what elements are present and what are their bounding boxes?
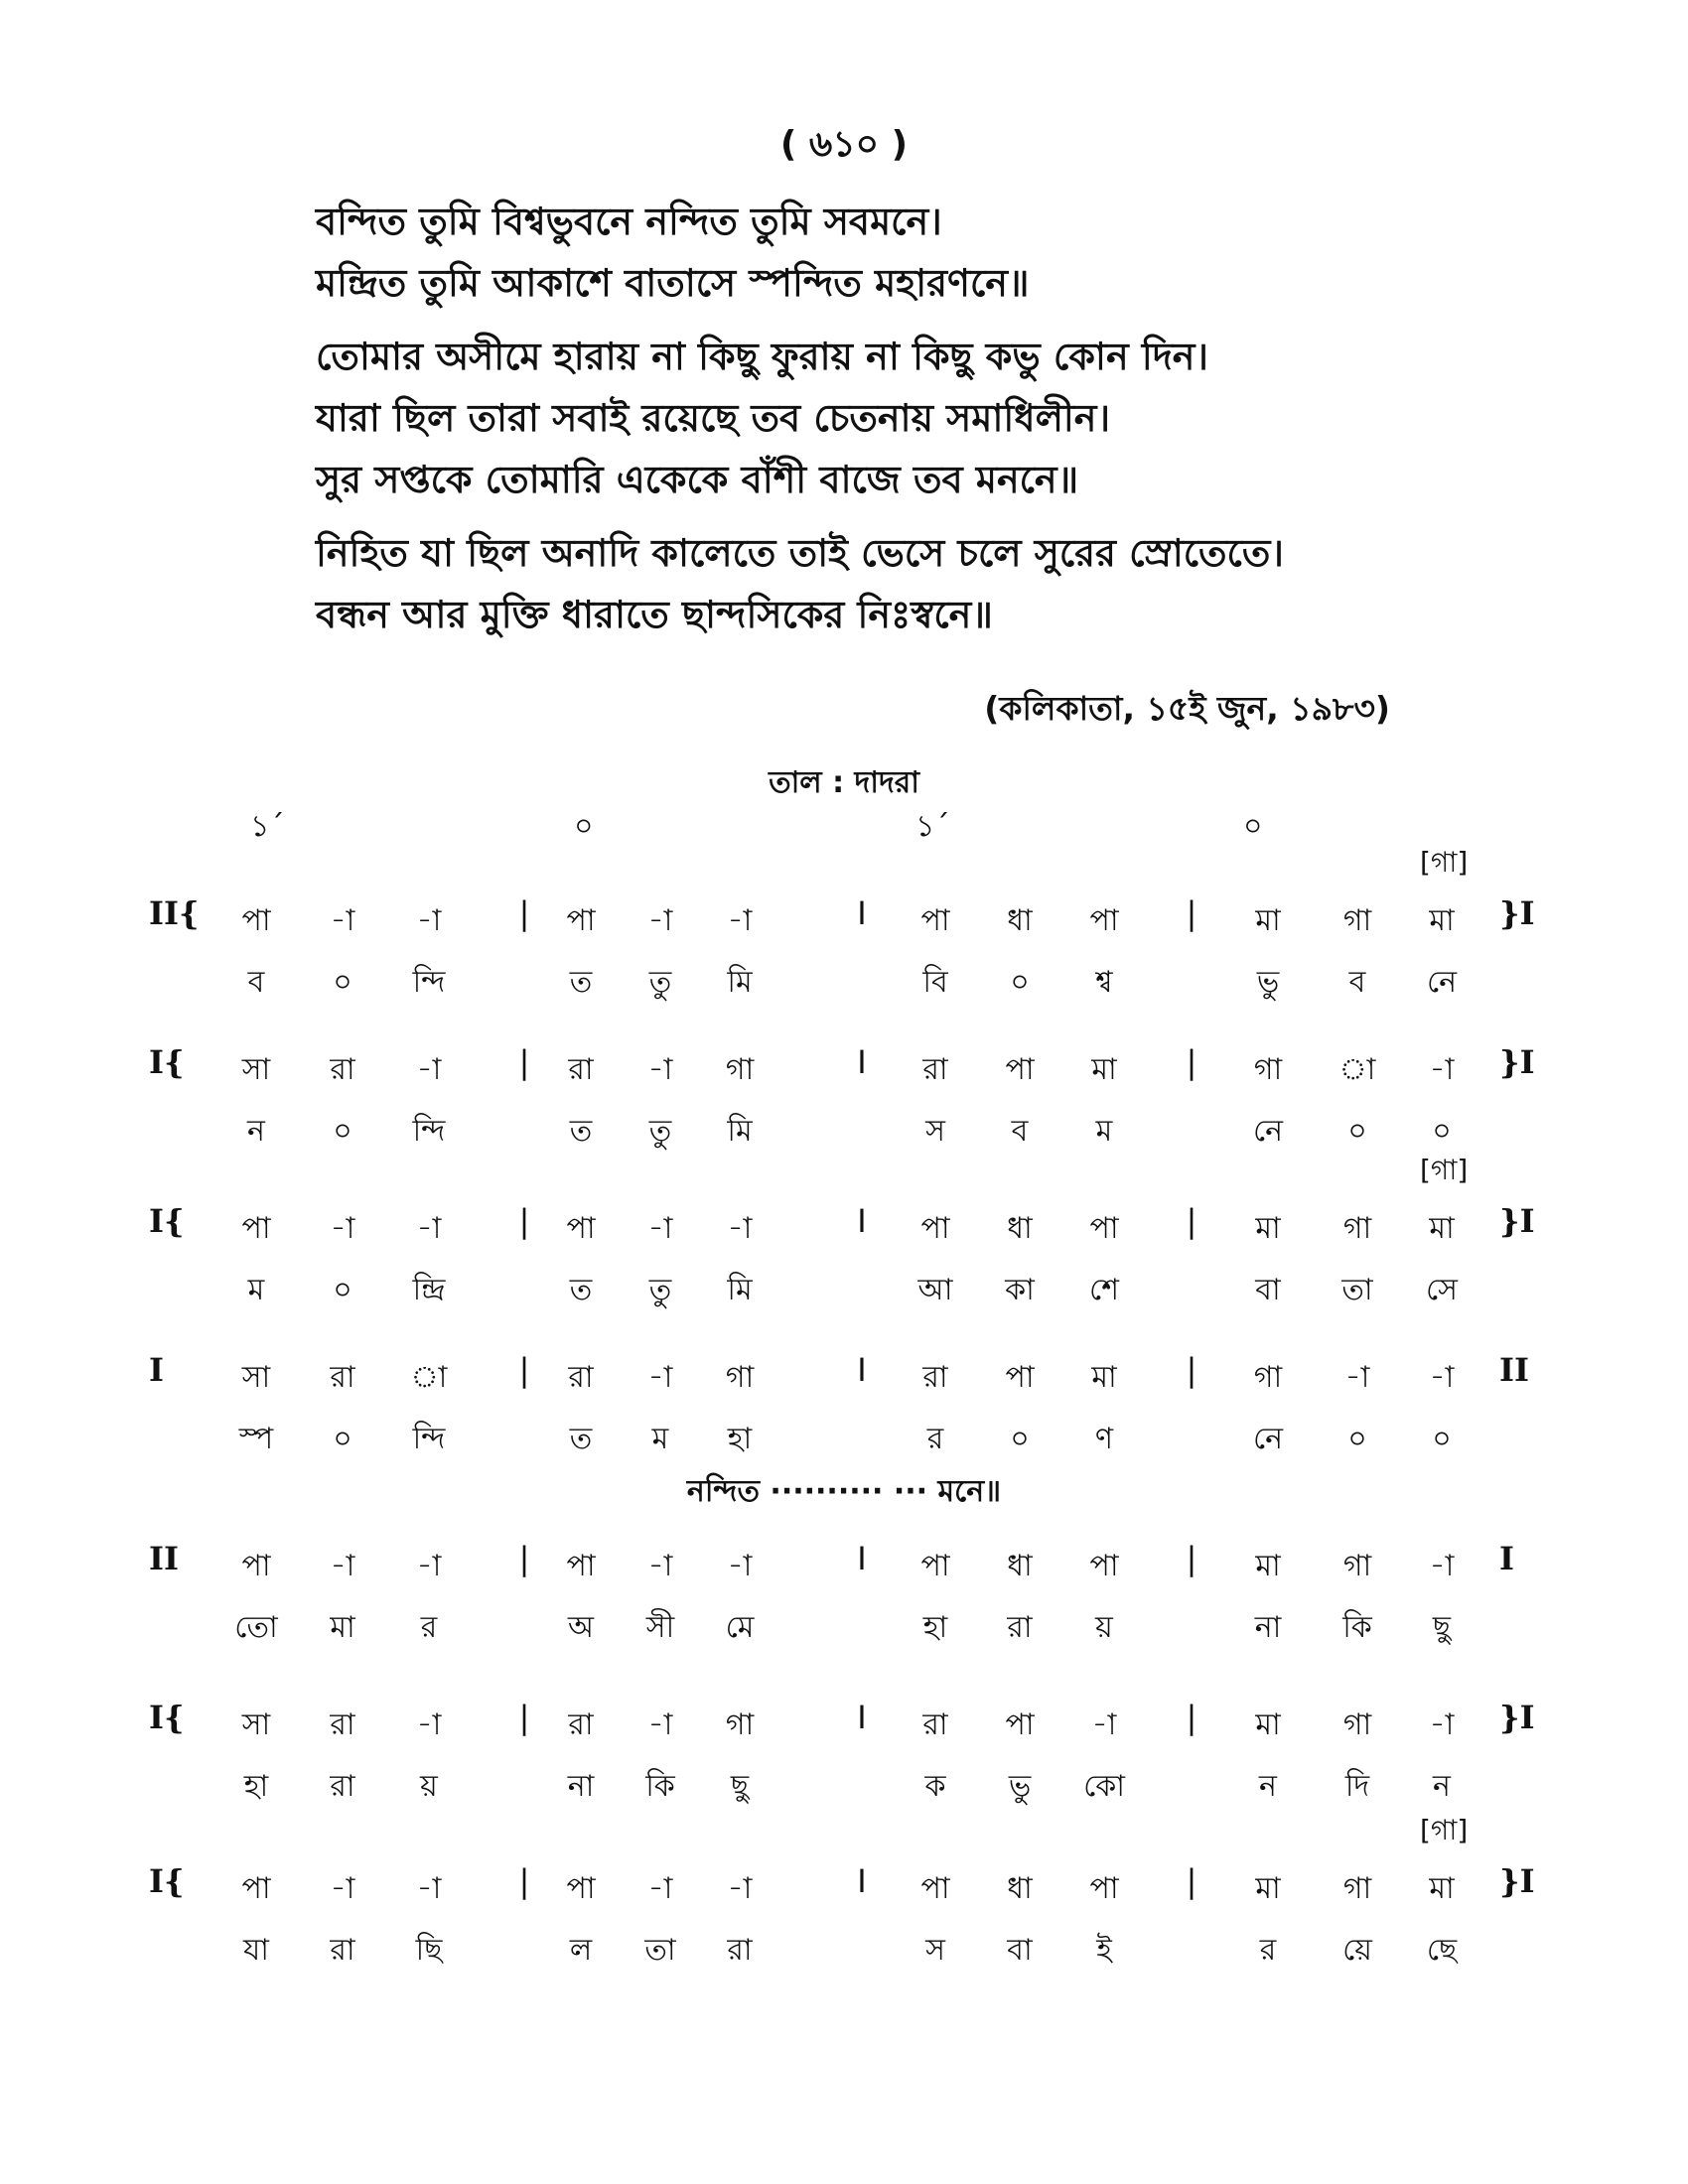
row-close-marker: }I: [1499, 1862, 1535, 1900]
bar-line: |: [518, 894, 530, 932]
lyric-syllable: ছু: [730, 1769, 750, 1804]
lyric-row: [0, 950, 1688, 1000]
bar-line: I: [857, 1043, 867, 1081]
swara-note: গা: [1342, 1549, 1372, 1583]
tala-heading: তাল : দাদরা: [769, 765, 919, 800]
lyric-syllable: ন্দ্রি: [412, 1273, 446, 1307]
lyric-syllable: তো: [234, 1610, 278, 1645]
swara-note: া: [410, 1360, 448, 1395]
lyric-syllable: ক: [924, 1769, 946, 1804]
swara-note: মা: [1255, 1707, 1281, 1742]
lyric-syllable: ই: [1096, 1933, 1112, 1968]
bar-line: |: [1186, 1043, 1197, 1081]
lyric-syllable: ণ: [1094, 1422, 1114, 1456]
row-open-marker: I{: [149, 1202, 185, 1240]
lyric-syllable: ০: [1432, 1422, 1452, 1456]
lyric-syllable: ভু: [1256, 965, 1280, 1000]
row-open-marker: II: [149, 1540, 179, 1577]
row-close-marker: }I: [1499, 894, 1535, 932]
swara-note: -া: [647, 1052, 673, 1087]
lyric-syllable: য়ে: [1342, 1933, 1372, 1968]
swara-row: [0, 1196, 1688, 1246]
beat-marker: ০: [1243, 809, 1263, 844]
swara-note: মা: [1255, 1549, 1281, 1583]
poem-stanza-2: [316, 326, 1208, 510]
gaa-annotation: [গা]: [1420, 846, 1469, 879]
lyric-syllable: আ: [917, 1273, 953, 1307]
swara-note: মা: [1255, 1871, 1281, 1906]
swara-note: -া: [330, 903, 355, 938]
swara-note: মা: [1429, 1211, 1455, 1246]
lyric-syllable: ০: [1432, 1114, 1452, 1149]
beat-marker: ১´: [915, 809, 950, 844]
swara-note: মা: [1255, 1211, 1281, 1246]
lyric-syllable: য়: [420, 1769, 438, 1804]
bar-line: |: [518, 1862, 530, 1900]
lyric-syllable: ব: [1348, 965, 1366, 1000]
swara-row: [0, 1345, 1688, 1395]
lyric-syllable: ল: [569, 1933, 593, 1968]
swara-note: রা: [568, 1360, 594, 1395]
swara-row: [0, 1693, 1688, 1742]
swara-note: গা: [1342, 1707, 1372, 1742]
lyric-syllable: তা: [644, 1933, 676, 1968]
swara-note: -া: [647, 1360, 673, 1395]
lyric-syllable: ব: [1011, 1114, 1029, 1149]
swara-note: া: [1338, 1052, 1376, 1087]
swara-note: পা: [566, 1211, 596, 1246]
poem-line: যারা ছিল তারা সবাই রয়েছে তব চেতনায় সমাধিলীন।: [316, 396, 1111, 440]
swara-note: -া: [416, 1211, 442, 1246]
swara-note: -া: [647, 1871, 673, 1906]
swara-note: -া: [647, 1707, 673, 1742]
poem-line: বন্দিত তুমি বিশ্বভুবনে নন্দিত তুমি সবমনে।: [316, 200, 942, 243]
lyric-syllable: ভু: [1008, 1769, 1032, 1804]
lyric-syllable: তা: [1341, 1273, 1373, 1307]
lyric-syllable: ন্দি: [412, 965, 446, 1000]
row-close-marker: }I: [1499, 1699, 1535, 1736]
swara-note: -া: [647, 1549, 673, 1583]
poem-line: মন্দ্রিত তুমি আকাশে বাতাসে স্পন্দিত মহারণনে॥: [316, 261, 1030, 305]
lyric-syllable: ত: [569, 1114, 593, 1149]
swara-note: রা: [330, 1052, 355, 1087]
lyric-syllable: স: [925, 1933, 945, 1968]
bar-line: |: [1186, 1202, 1197, 1240]
row-open-marker: I{: [149, 1862, 185, 1900]
swara-note: পা: [920, 903, 950, 938]
lyric-syllable: বি: [922, 965, 948, 1000]
lyric-syllable: ছে: [1426, 1933, 1458, 1968]
lyric-syllable: র: [926, 1422, 944, 1456]
beat-marker: ০: [574, 809, 594, 844]
lyric-syllable: ন: [1259, 1769, 1277, 1804]
swara-note: -া: [416, 1549, 442, 1583]
lyric-syllable: ০: [333, 1273, 352, 1307]
swara-row: [0, 1856, 1688, 1906]
lyric-syllable: বা: [1255, 1273, 1281, 1307]
swara-note: মা: [1091, 1360, 1117, 1395]
swara-note: পা: [920, 1871, 950, 1906]
bar-line: I: [857, 1351, 867, 1389]
poem-stanza-3: [316, 522, 1284, 645]
bar-line: I: [857, 1862, 867, 1900]
bar-line: I: [857, 1540, 867, 1577]
swara-note: রা: [568, 1707, 594, 1742]
swara-note: -া: [1429, 1549, 1455, 1583]
swara-note: পা: [1089, 1211, 1119, 1246]
swara-note: পা: [241, 1549, 271, 1583]
swara-note: মা: [1255, 903, 1281, 938]
lyric-syllable: কো: [1083, 1769, 1125, 1804]
swara-note: মা: [1429, 903, 1455, 938]
lyric-syllable: মা: [330, 1610, 355, 1645]
swara-note: পা: [1089, 1549, 1119, 1583]
swara-note: ধা: [1007, 1549, 1033, 1583]
swara-note: -া: [647, 1211, 673, 1246]
swara-note: -া: [1344, 1360, 1370, 1395]
swara-note: পা: [1089, 1871, 1119, 1906]
lyric-syllable: কি: [1342, 1610, 1372, 1645]
bar-line: I: [857, 1202, 867, 1240]
swara-note: -া: [416, 903, 442, 938]
place-date: (কলিকাতা, ১৫ই জুন, ১৯৮৩): [984, 689, 1390, 728]
swara-note: -া: [727, 903, 753, 938]
lyric-syllable: সী: [645, 1610, 675, 1645]
lyric-syllable: ০: [1010, 965, 1030, 1000]
lyric-syllable: না: [567, 1769, 595, 1804]
lyric-syllable: ন্দি: [412, 1422, 446, 1456]
swara-note: -া: [727, 1871, 753, 1906]
bar-line: |: [518, 1699, 530, 1736]
bar-line: |: [518, 1202, 530, 1240]
bar-line: |: [518, 1043, 530, 1081]
bar-line: |: [518, 1540, 530, 1577]
swara-note: -া: [330, 1549, 355, 1583]
lyric-syllable: ০: [1347, 1114, 1367, 1149]
gaa-annotation: [গা]: [1420, 1814, 1469, 1846]
poem-line: নিহিত যা ছিল অনাদি কালেতে তাই ভেসে চলে সুরের স্রোতেতে।: [316, 531, 1284, 575]
lyric-syllable: শে: [1089, 1273, 1119, 1307]
lyric-syllable: স্প: [238, 1422, 274, 1456]
swara-note: রা: [330, 1360, 355, 1395]
lyric-syllable: স: [925, 1114, 945, 1149]
lyric-syllable: ০: [333, 1114, 352, 1149]
lyric-syllable: ম: [247, 1273, 265, 1307]
swara-note: -া: [727, 1211, 753, 1246]
lyric-row: [0, 1754, 1688, 1804]
row-open-marker: I{: [149, 1699, 185, 1736]
swara-note: রা: [330, 1707, 355, 1742]
swara-note: ধা: [1007, 903, 1033, 938]
swara-note: ধা: [1007, 1211, 1033, 1246]
swara-note: পা: [566, 903, 596, 938]
lyric-syllable: হা: [922, 1610, 948, 1645]
lyric-syllable: ব: [247, 965, 265, 1000]
lyric-row: [0, 1595, 1688, 1645]
swara-note: -া: [416, 1871, 442, 1906]
swara-note: -া: [416, 1052, 442, 1087]
lyric-syllable: মি: [727, 965, 753, 1000]
swara-note: -া: [1429, 1052, 1455, 1087]
swara-note: -া: [330, 1871, 355, 1906]
refrain-line: নন্দিত ·········· ··· মনে॥: [686, 1474, 1002, 1509]
swara-note: পা: [920, 1549, 950, 1583]
poem-line: বন্ধন আর মুক্তি ধারাতে ছান্দসিকের নিঃস্বনে॥: [316, 593, 993, 636]
lyric-syllable: ন্দি: [412, 1114, 446, 1149]
lyric-syllable: কা: [1005, 1273, 1035, 1307]
bar-line: |: [1186, 1699, 1197, 1736]
page-number: ( ৬১০ ): [779, 124, 909, 165]
lyric-syllable: তু: [648, 1114, 672, 1149]
poem-line: সুর সপ্তকে তোমারি একেকে বাঁশী বাজে তব মননে॥: [316, 458, 1079, 501]
row-close-marker: }I: [1499, 1043, 1535, 1081]
swara-note: গা: [725, 1707, 755, 1742]
swara-note: সা: [241, 1707, 271, 1742]
lyric-syllable: রা: [330, 1769, 355, 1804]
swara-note: পা: [1005, 1052, 1035, 1087]
lyric-syllable: কি: [645, 1769, 675, 1804]
lyric-syllable: র: [420, 1610, 438, 1645]
row-close-marker: I: [1499, 1540, 1514, 1577]
lyric-syllable: বা: [1007, 1933, 1033, 1968]
swara-note: রা: [568, 1052, 594, 1087]
bar-line: |: [1186, 1540, 1197, 1577]
row-open-marker: II{: [149, 894, 200, 932]
swara-note: সা: [241, 1052, 271, 1087]
swara-row: [0, 1534, 1688, 1583]
poem-line: তোমার অসীমে হারায় না কিছু ফুরায় না কিছু কভু কোন দিন।: [316, 335, 1208, 378]
lyric-row: [0, 1258, 1688, 1307]
lyric-syllable: ছু: [1432, 1610, 1452, 1645]
lyric-syllable: ০: [1347, 1422, 1367, 1456]
lyric-syllable: রা: [727, 1933, 753, 1968]
lyric-syllable: ন: [247, 1114, 265, 1149]
lyric-row: [0, 1099, 1688, 1149]
lyric-syllable: ন: [1433, 1769, 1451, 1804]
swara-note: সা: [241, 1360, 271, 1395]
lyric-row: [0, 1407, 1688, 1456]
lyric-syllable: ০: [333, 1422, 352, 1456]
lyric-syllable: ত: [569, 1422, 593, 1456]
poem-stanza-1: [316, 191, 1029, 314]
swara-note: পা: [241, 903, 271, 938]
lyric-syllable: ম: [651, 1422, 669, 1456]
lyric-syllable: হা: [243, 1769, 269, 1804]
swara-note: পা: [1005, 1707, 1035, 1742]
lyric-syllable: অ: [568, 1610, 594, 1645]
swara-note: পা: [241, 1211, 271, 1246]
lyric-syllable: মি: [727, 1273, 753, 1307]
row-close-marker: }I: [1499, 1202, 1535, 1240]
bar-line: I: [857, 1699, 867, 1736]
swara-note: গা: [1342, 1871, 1372, 1906]
swara-note: গা: [725, 1360, 755, 1395]
lyric-syllable: সে: [1426, 1273, 1458, 1307]
swara-note: -া: [416, 1707, 442, 1742]
lyric-syllable: ম: [1095, 1114, 1113, 1149]
lyric-syllable: নে: [1252, 1422, 1284, 1456]
lyric-syllable: রা: [330, 1933, 355, 1968]
swara-note: রা: [922, 1360, 948, 1395]
swara-note: গা: [1253, 1360, 1283, 1395]
swara-note: পা: [566, 1549, 596, 1583]
lyric-syllable: নে: [1252, 1114, 1284, 1149]
swara-note: মা: [1429, 1871, 1455, 1906]
swara-row: [0, 888, 1688, 938]
lyric-syllable: রা: [1007, 1610, 1033, 1645]
row-close-marker: II: [1499, 1351, 1529, 1389]
lyric-syllable: য়: [1095, 1610, 1113, 1645]
swara-note: -া: [1429, 1707, 1455, 1742]
swara-note: গা: [1342, 903, 1372, 938]
swara-row: [0, 1037, 1688, 1087]
gaa-annotation: [গা]: [1420, 1154, 1469, 1186]
swara-note: পা: [1005, 1360, 1035, 1395]
swara-note: -া: [1429, 1360, 1455, 1395]
lyric-syllable: মি: [727, 1114, 753, 1149]
bar-line: I: [857, 894, 867, 932]
swara-note: -া: [1091, 1707, 1117, 1742]
swara-note: পা: [241, 1871, 271, 1906]
swara-note: -া: [330, 1211, 355, 1246]
swara-note: গা: [1342, 1211, 1372, 1246]
swara-note: পা: [1089, 903, 1119, 938]
swara-note: মা: [1091, 1052, 1117, 1087]
row-open-marker: I{: [149, 1043, 185, 1081]
swara-note: গা: [1253, 1052, 1283, 1087]
row-open-marker: I: [149, 1351, 164, 1389]
swara-note: পা: [920, 1211, 950, 1246]
lyric-syllable: ছি: [415, 1933, 443, 1968]
lyric-syllable: তু: [648, 1273, 672, 1307]
swara-note: রা: [922, 1052, 948, 1087]
swara-note: রা: [922, 1707, 948, 1742]
bar-line: |: [1186, 1351, 1197, 1389]
lyric-syllable: ত: [569, 965, 593, 1000]
lyric-row: [0, 1918, 1688, 1968]
swara-note: -া: [727, 1549, 753, 1583]
beat-marker: ১´: [250, 809, 285, 844]
lyric-syllable: র: [1259, 1933, 1277, 1968]
lyric-syllable: হা: [727, 1422, 753, 1456]
swara-note: গা: [725, 1052, 755, 1087]
lyric-syllable: নে: [1426, 965, 1458, 1000]
lyric-syllable: ০: [1010, 1422, 1030, 1456]
lyric-syllable: না: [1254, 1610, 1282, 1645]
swara-note: পা: [566, 1871, 596, 1906]
lyric-syllable: দি: [1344, 1769, 1370, 1804]
bar-line: |: [1186, 1862, 1197, 1900]
bar-line: |: [1186, 894, 1197, 932]
bar-line: |: [518, 1351, 530, 1389]
lyric-syllable: তু: [648, 965, 672, 1000]
swara-note: -া: [647, 903, 673, 938]
lyric-syllable: ত: [569, 1273, 593, 1307]
lyric-syllable: ০: [333, 965, 352, 1000]
lyric-syllable: শ্ব: [1095, 965, 1113, 1000]
lyric-syllable: যা: [243, 1933, 269, 1968]
swara-note: ধা: [1007, 1871, 1033, 1906]
lyric-syllable: মে: [725, 1610, 755, 1645]
